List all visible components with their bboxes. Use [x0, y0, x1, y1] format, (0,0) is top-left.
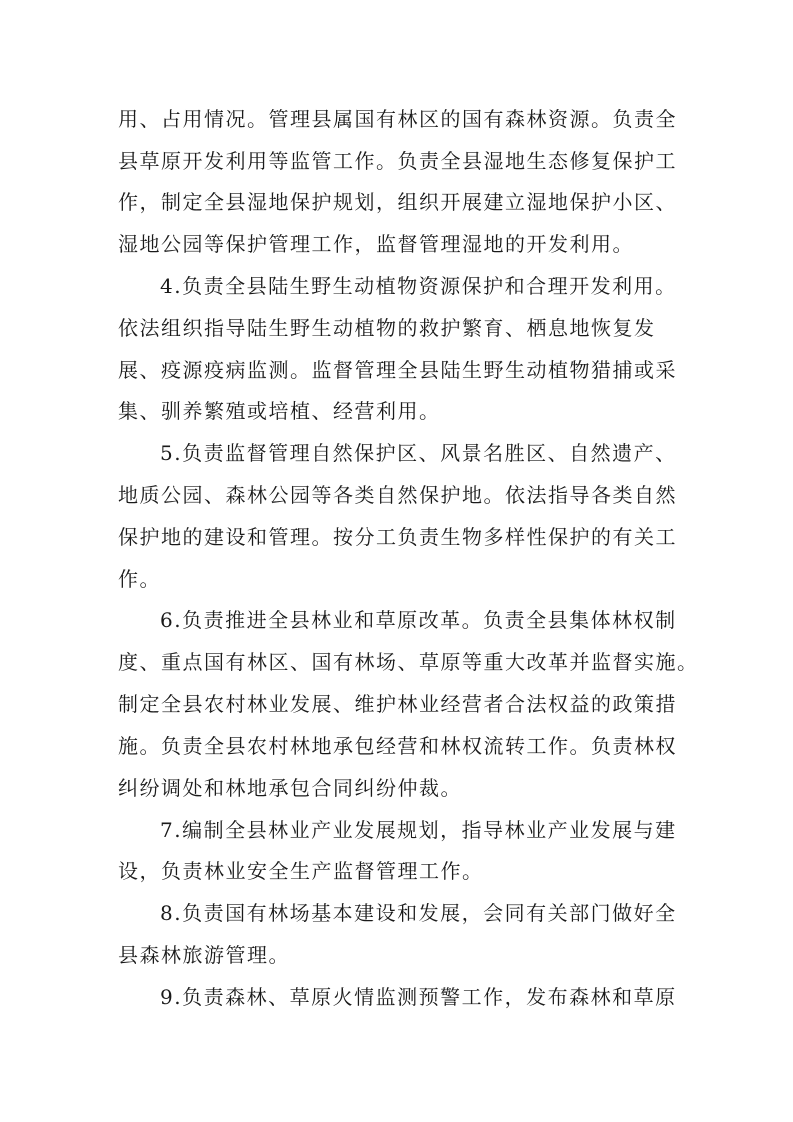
paragraph-8-start: 8.负责国有林场基本建设和发展，会同有关部门做好全 — [160, 901, 677, 925]
text-line: 纠纷调处和林地承包合同纠纷仲裁。 — [118, 776, 462, 800]
text-line: 地质公园、森林公园等各类自然保护地。依法指导各类自然 — [118, 483, 677, 507]
text-line: 湿地公园等保护管理工作，监督管理湿地的开发利用。 — [118, 232, 634, 256]
paragraph-7-start: 7.编制全县林业产业发展规划，指导林业产业发展与建 — [160, 818, 677, 842]
paragraph-9-start: 9.负责森林、草原火情监测预警工作，发布森林和草原 — [160, 985, 677, 1009]
text-line: 度、重点国有林区、国有林场、草原等重大改革并监督实施。 — [118, 650, 699, 674]
text-line: 依法组织指导陆生野生动植物的救护繁育、栖息地恢复发 — [118, 316, 656, 340]
text-line: 用、占用情况。管理县属国有林区的国有森林资源。负责全 — [118, 107, 677, 131]
paragraph-5-start: 5.负责监督管理自然保护区、风景名胜区、自然遗产、 — [160, 441, 677, 465]
text-line: 保护地的建设和管理。按分工负责生物多样性保护的有关工 — [118, 525, 677, 549]
text-line: 作，制定全县湿地保护规划，组织开展建立湿地保护小区、 — [118, 190, 677, 214]
text-line: 施。负责全县农村林地承包经营和林权流转工作。负责林权 — [118, 734, 677, 758]
paragraph-6-start: 6.负责推进全县林业和草原改革。负责全县集体林权制 — [160, 608, 677, 632]
paragraph-4-start: 4.负责全县陆生野生动植物资源保护和合理开发利用。 — [160, 274, 677, 298]
text-line: 展、疫源疫病监测。监督管理全县陆生野生动植物猎捕或采 — [118, 358, 677, 382]
text-line: 作。 — [118, 567, 161, 591]
text-line: 制定全县农村林业发展、维护林业经营者合法权益的政策措 — [118, 692, 677, 716]
text-line: 集、驯养繁殖或培植、经营利用。 — [118, 399, 441, 423]
text-line: 设，负责林业安全生产监督管理工作。 — [118, 859, 484, 883]
text-line: 县草原开发利用等监管工作。负责全县湿地生态修复保护工 — [118, 149, 677, 173]
text-line: 县森林旅游管理。 — [118, 943, 290, 967]
